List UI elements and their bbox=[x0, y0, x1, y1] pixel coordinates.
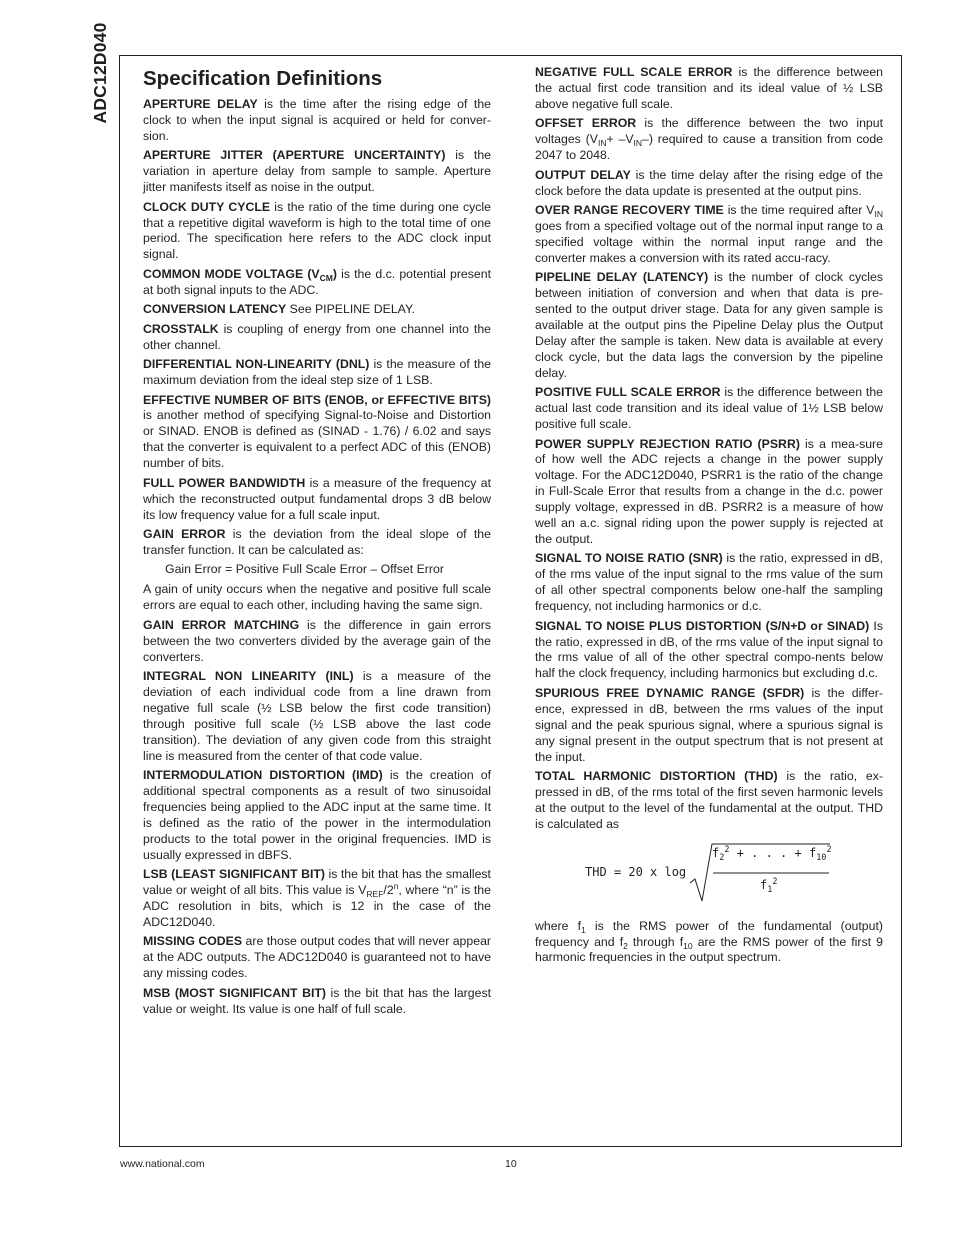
page-heading: Specification Definitions bbox=[143, 67, 383, 90]
def-aperture-jitter bbox=[143, 148, 491, 196]
def-enob bbox=[143, 393, 491, 473]
formula-subscript: 2 bbox=[719, 852, 725, 863]
formula-superscript: 2 bbox=[724, 844, 730, 855]
term-label: OUTPUT DELAY bbox=[535, 167, 631, 182]
def-text: See PIPELINE DELAY. bbox=[286, 302, 415, 317]
def-gain-error-matching bbox=[143, 618, 491, 666]
def-text: is the difference between the actual first code transition and its ideal value of ½ LSB above negative full scale. bbox=[535, 65, 883, 111]
def-text: is the ratio of the time during one cycle that a repetitive digital waveform is high to the total time of one period. The specification here refers to the ADC clock input signal. bbox=[143, 199, 491, 262]
term-label: TOTAL HARMONIC DISTORTION (THD) bbox=[535, 769, 778, 783]
def-msb bbox=[143, 986, 491, 1018]
def-full-power-bandwidth bbox=[143, 476, 491, 524]
subscript: REF bbox=[366, 889, 384, 899]
formula-lhs: THD = 20 x log bbox=[585, 864, 687, 879]
left-column bbox=[143, 65, 491, 1021]
page-number: 10 bbox=[505, 1158, 517, 1170]
formula-subscript: 1 bbox=[767, 884, 773, 895]
def-text: Is the ratio, expressed in dB, of the rms value of the input signal to the rms value of all of the other spectral compo-nents below half the clock frequency, including harmonics but excluding d.c. bbox=[535, 618, 884, 681]
def-text: are those output codes that will never appear at the ADC outputs. The ADC12D040 is guaranteed not to have any missing codes. bbox=[143, 934, 492, 981]
def-text: is the ratio, expressed in dB, of the rms value of the input signal to the rms value of the sum of all other spectral components below one-half the sampling frequency, not including harmonics or d.c. bbox=[535, 551, 884, 614]
term-label: MISSING CODES bbox=[143, 934, 243, 949]
def-text: is the measure of the maximum deviation from the ideal step size of 1 LSB. bbox=[143, 357, 491, 388]
def-clock-duty-cycle bbox=[143, 200, 491, 264]
term-label: SIGNAL TO NOISE RATIO (SNR) bbox=[535, 551, 723, 566]
def-negative-full-scale-error bbox=[535, 65, 883, 113]
term-label: CROSSTALK bbox=[143, 321, 219, 336]
term-label: EFFECTIVE NUMBER OF BITS (ENOB, or EFFECTIVE BITS) bbox=[143, 392, 491, 407]
term-label: GAIN ERROR MATCHING bbox=[143, 617, 300, 632]
def-text: is coupling of energy from one channel into the other channel. bbox=[143, 321, 491, 352]
def-text: is the ratio, ex-pressed in dB, of the rms total of the first seven harmonic levels at the output to the level of the fundamental at the output. THD is calculated as bbox=[535, 769, 884, 831]
superscript: n bbox=[393, 881, 399, 891]
def-text: is the time required after V bbox=[723, 203, 875, 218]
def-over-range-recovery bbox=[535, 203, 883, 267]
term-label: POSITIVE FULL SCALE ERROR bbox=[535, 385, 721, 400]
term-label: NEGATIVE FULL SCALE ERROR bbox=[535, 65, 733, 79]
def-inl bbox=[143, 669, 491, 764]
term-label: SPURIOUS FREE DYNAMIC RANGE (SFDR) bbox=[535, 685, 805, 700]
subscript: 10 bbox=[683, 940, 693, 951]
def-text: is another method of specifying Signal-to-Noise and Distortion or SINAD. ENOB is defined as (SINAD - 1.76) / 6.02 and says that the converter is equivalent to a perfect ADC of this (ENOB) number of bits. bbox=[143, 408, 491, 471]
term-label: INTEGRAL NON LINEARITY (INL) bbox=[143, 669, 354, 684]
def-sfdr bbox=[535, 686, 883, 766]
def-text: is the difference between the two input voltages (V bbox=[535, 116, 883, 147]
def-thd bbox=[535, 769, 883, 833]
def-imd bbox=[143, 768, 491, 863]
subscript: IN bbox=[633, 138, 643, 149]
def-text: is the time delay after the rising edge of the clock before the data update is presented at the output pins. bbox=[535, 167, 883, 198]
def-text: are the RMS power of the first 9 harmonic frequencies in the output spectrum. bbox=[535, 934, 883, 965]
term-subscript: CM bbox=[319, 272, 333, 283]
term-part: ) bbox=[332, 266, 337, 281]
def-text: is a measure of the frequency at which the reconstructed output fundamental drops 3 dB below its low frequency value for a full scale input. bbox=[143, 475, 491, 522]
subscript: 1 bbox=[581, 924, 586, 935]
def-text: is the difference between the actual last code transition and its ideal value of 1½ LSB below positive full scale. bbox=[535, 385, 883, 431]
frame-right-rule bbox=[901, 55, 902, 1147]
def-aperture-delay bbox=[143, 97, 491, 145]
formula-part: f bbox=[712, 845, 720, 860]
gain-unity-note: A gain of unity occurs when the negative and positive full scale errors are equal to each other, including having the same sign. bbox=[143, 582, 491, 613]
def-dnl bbox=[143, 357, 491, 389]
term-label bbox=[143, 267, 337, 281]
term-label: OFFSET ERROR bbox=[535, 116, 637, 131]
formula-superscript: 2 bbox=[826, 844, 832, 855]
footer-website-link[interactable]: www.national.com bbox=[120, 1158, 205, 1170]
def-pipeline-delay bbox=[535, 270, 883, 381]
def-text: is the RMS power of the fundamental (output) frequency and f bbox=[535, 918, 883, 949]
def-gain-error bbox=[143, 527, 491, 559]
def-snr bbox=[535, 551, 883, 615]
def-text: goes from a specified voltage out of the normal input range to a specified voltage within the normal input range and the converter makes a conversion with its rated accu-racy. bbox=[535, 218, 883, 265]
def-text: is the bit that has the largest value or weight. Its value is one half of full scale. bbox=[143, 985, 492, 1016]
term-label: LSB (LEAST SIGNIFICANT BIT) bbox=[143, 867, 325, 882]
side-part-number: ADC12D040 bbox=[90, 22, 110, 124]
formula-superscript: 2 bbox=[772, 876, 778, 887]
def-lsb bbox=[143, 867, 491, 931]
def-common-mode-voltage bbox=[143, 267, 491, 299]
right-column bbox=[535, 65, 883, 970]
term-label: INTERMODULATION DISTORTION (IMD) bbox=[143, 768, 383, 783]
def-crosstalk bbox=[143, 322, 491, 354]
formula-part: f bbox=[760, 877, 768, 892]
term-label: MSB (MOST SIGNIFICANT BIT) bbox=[143, 985, 326, 1000]
def-positive-full-scale-error bbox=[535, 385, 883, 433]
term-label: APERTURE JITTER (APERTURE UNCERTAINTY) bbox=[143, 148, 446, 163]
def-text: through f bbox=[627, 934, 684, 949]
def-text: is a measure of the deviation of each individual code from a line drawn from negative full scale (½ LSB below the first code transition) through positive full scale (½ LSB above the last code transition). The deviation of any given code from this straight line is measured from the center of that code value. bbox=[143, 669, 491, 763]
def-text: , where “n” is the ADC resolution in bits, which is 12 in the case of the ADC12D040. bbox=[143, 883, 491, 929]
subscript: 2 bbox=[623, 940, 628, 951]
def-conversion-latency bbox=[143, 302, 491, 318]
gain-error-equation: Gain Error = Positive Full Scale Error – Offset Error bbox=[165, 562, 444, 577]
subscript: IN bbox=[874, 209, 883, 220]
def-text: is the difference in gain errors between the two converters divided by the average gain of the converters. bbox=[143, 617, 491, 664]
formula-explanation bbox=[535, 919, 883, 967]
def-text: is the number of clock cycles between initiation of conversion and when that data is pre-sented to the output driver stage. Data for any given sample is available at the output pins the Pipeline Delay plus the Output Delay after the sample is taken. New data is available at every clock cycle, but the data lags the conversion by the pipeline delay. bbox=[535, 270, 883, 380]
term-label: CLOCK DUTY CYCLE bbox=[143, 199, 271, 214]
term-label: OVER RANGE RECOVERY TIME bbox=[535, 203, 724, 218]
formula-denominator bbox=[760, 878, 777, 894]
formula-subscript: 10 bbox=[816, 852, 827, 863]
def-text: is the variation in aperture delay from sample to sample. Aperture jitter manifests itself as noise in the output. bbox=[143, 148, 492, 195]
term-label: GAIN ERROR bbox=[143, 527, 226, 541]
formula-part: + . . . + f bbox=[729, 845, 817, 860]
def-text: is the deviation from the ideal slope of the transfer function. It can be calculated as: bbox=[143, 527, 491, 557]
term-label: CONVERSION LATENCY bbox=[143, 302, 287, 317]
def-text: is the time after the rising edge of the clock to when the input signal is acquired or held for conver-sion. bbox=[143, 97, 491, 143]
term-label: SIGNAL TO NOISE PLUS DISTORTION (S/N+D or SINAD) bbox=[535, 618, 870, 633]
def-text: + –V bbox=[606, 132, 634, 147]
def-text: is the bit that has the smallest value or weight of all bits. This value is V bbox=[143, 867, 491, 897]
def-offset-error bbox=[535, 116, 883, 164]
def-text: is the creation of additional spectral components as a result of two sinusoidal frequencies being applied to the ADC input at the same time. It is defined as the ratio of the power in the intermodulation products to the total power in the original frequencies. IMD is usually expressed in dBFS. bbox=[143, 768, 491, 862]
def-sinad bbox=[535, 619, 883, 683]
def-text: –) required to cause a transition from code 2047 to 2048. bbox=[535, 132, 884, 163]
term-label: PIPELINE DELAY (LATENCY) bbox=[535, 270, 709, 285]
term-label: DIFFERENTIAL NON-LINEARITY (DNL) bbox=[143, 357, 370, 372]
def-psrr bbox=[535, 437, 883, 548]
term-label: POWER SUPPLY REJECTION RATIO (PSRR) bbox=[535, 436, 800, 451]
term-label: FULL POWER BANDWIDTH bbox=[143, 475, 306, 490]
formula-numerator bbox=[712, 846, 832, 862]
def-text: /2 bbox=[383, 883, 394, 897]
def-text: is the differ-ence, expressed in dB, between the rms values of the input signal and the peak spurious signal, where a spurious signal is any signal present in the output spectrum that is not present at the input. bbox=[535, 685, 884, 764]
def-text: is a mea-sure of how well the ADC rejects a change in the power supply voltage. For the ADC12D040, PSRR1 is the ratio of the change in Full-Scale Error that results from a change in the d.c. power supply voltage, expressed in dB. PSRR2 is a measure of how well an a.c. signal riding upon the power supply is rejected at the output. bbox=[535, 436, 883, 546]
def-text: where f bbox=[535, 918, 582, 933]
term-label: APERTURE DELAY bbox=[143, 97, 258, 111]
def-missing-codes bbox=[143, 934, 491, 982]
def-text: is the d.c. potential present at both signal inputs to the ADC. bbox=[143, 266, 491, 297]
subscript: IN bbox=[597, 138, 607, 149]
thd-formula bbox=[535, 841, 883, 911]
def-output-delay bbox=[535, 168, 883, 200]
term-part: COMMON MODE VOLTAGE (V bbox=[143, 266, 320, 281]
